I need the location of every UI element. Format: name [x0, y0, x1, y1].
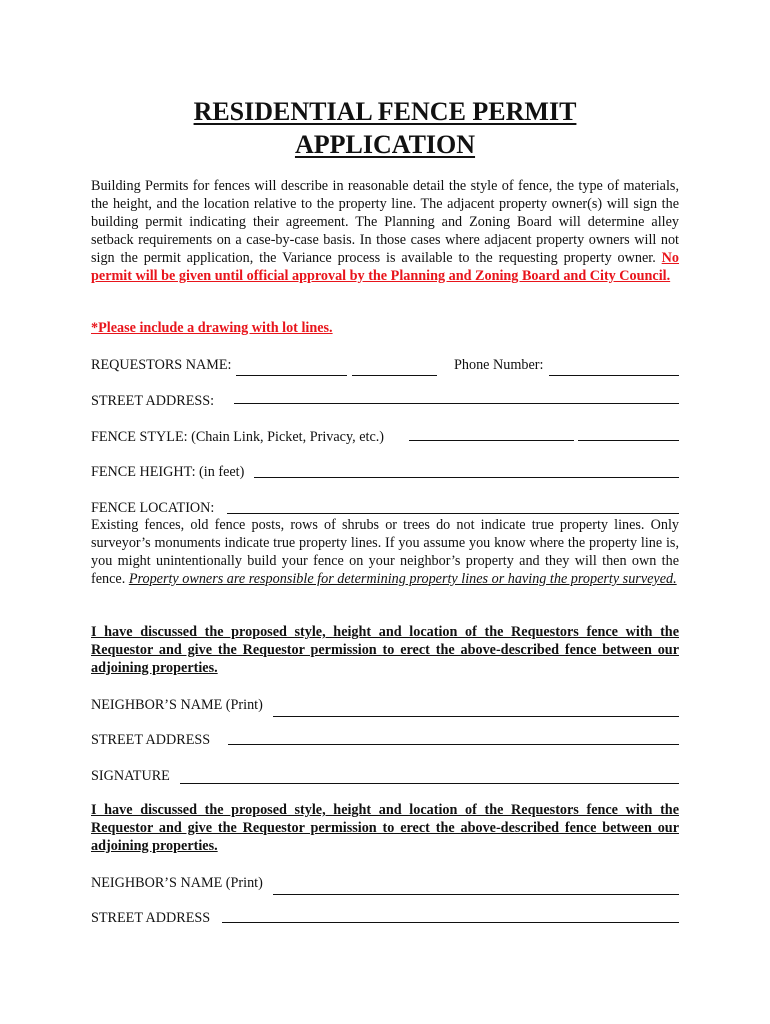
signature-field-1[interactable]: [180, 783, 679, 784]
drawing-note-block: [91, 320, 679, 338]
page-title-line-2: APPLICATION: [294, 130, 476, 159]
neighbor-name-field-1[interactable]: [273, 716, 679, 717]
consent-statement-2-text: I have discussed the proposed style, height and location of the Requestors fence with the Requestor and give the Requestor permission to erect the above-described fence between our adjoining properties.: [91, 802, 679, 854]
signature-label-1: SIGNATURE: [91, 768, 170, 784]
neighbor-street-address-label-1: STREET ADDRESS: [91, 732, 211, 748]
fence-location-field[interactable]: [227, 513, 679, 514]
street-address-field[interactable]: [234, 403, 679, 404]
neighbor-street-address-label-2: STREET ADDRESS: [91, 910, 211, 926]
neighbor-name-field-2[interactable]: [273, 894, 679, 895]
property-line-emphasis: Property owners are responsible for determining property lines or having the property surveyed.: [128, 570, 677, 587]
fence-style-label: FENCE STYLE: (Chain Link, Picket, Privacy, etc.): [91, 429, 385, 445]
property-line-note: [91, 517, 679, 589]
approval-warning: No permit will be given until official approval by the Planning and Zoning Board and City Council.: [91, 249, 679, 284]
requestors-name-label: REQUESTORS NAME:: [91, 357, 232, 373]
property-line-text: Existing fences, old fence posts, rows of shrubs or trees do not indicate true property lines. Only surveyor’s monuments indicate true property lines. If you assume you know where the property line is, you might unintentionally build your fence on your neighbor’s property and they will then own the fence.: [91, 517, 679, 587]
neighbor-name-label-1: NEIGHBOR’S NAME (Print): [91, 697, 263, 713]
phone-number-field[interactable]: [549, 375, 679, 376]
fence-style-field-extension[interactable]: [578, 440, 679, 441]
phone-number-label: Phone Number:: [454, 357, 544, 373]
consent-statement-1-text: I have discussed the proposed style, height and location of the Requestors fence with the Requestor and give the Requestor permission to erect the above-described fence between our adjoining properties.: [91, 624, 679, 676]
requestors-name-field-extension[interactable]: [352, 375, 437, 376]
street-address-label: STREET ADDRESS:: [91, 393, 215, 409]
consent-statement-2: [91, 802, 679, 856]
requestors-name-field[interactable]: [236, 375, 347, 376]
drawing-note: *Please include a drawing with lot lines.: [91, 320, 333, 336]
neighbor-name-label-2: NEIGHBOR’S NAME (Print): [91, 875, 263, 891]
fence-style-field[interactable]: [409, 440, 574, 441]
fence-height-field[interactable]: [254, 477, 679, 478]
neighbor-street-address-field-2[interactable]: [222, 922, 679, 923]
intro-text: Building Permits for fences will describe in reasonable detail the style of fence, the type of materials, the height, and the location relative to the property line. The adjacent property owner(s) will sign the building permit indicating their agreement. The Planning and Zoning Board will determine alley setback requirements on a case-by-case basis. In those cases where adjacent property owners will not sign the permit application, the Variance process is available to the requesting property owner.: [91, 178, 679, 266]
fence-location-label: FENCE LOCATION:: [91, 500, 215, 516]
intro-paragraph: [91, 178, 679, 285]
consent-statement-1: [91, 624, 679, 678]
page-title-line-1: RESIDENTIAL FENCE PERMIT: [193, 97, 577, 126]
fence-height-label: FENCE HEIGHT: (in feet): [91, 464, 245, 480]
neighbor-street-address-field-1[interactable]: [228, 744, 679, 745]
